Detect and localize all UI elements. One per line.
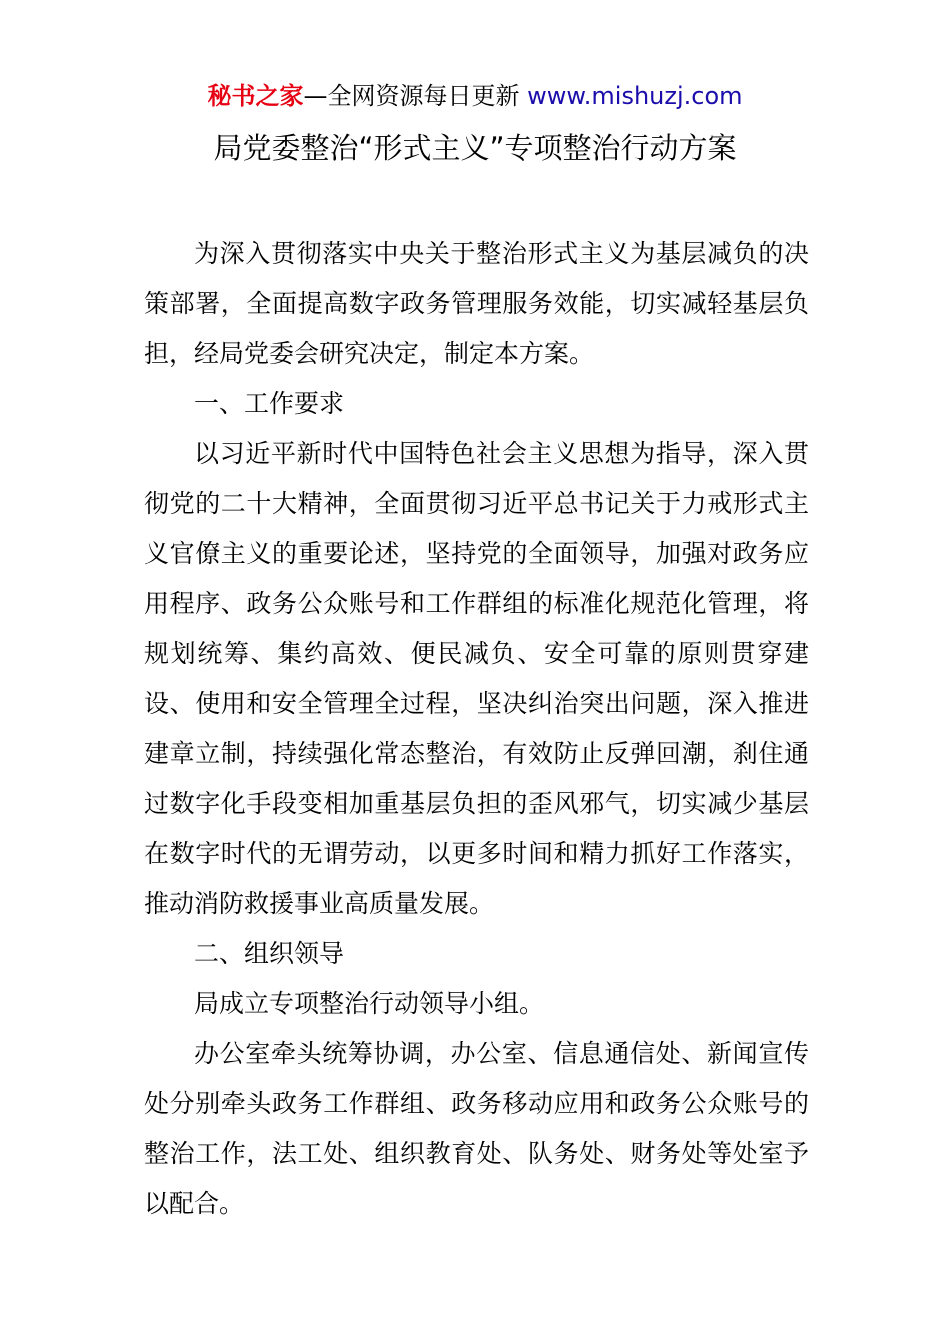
brand-name: 秘书之家 <box>207 82 304 110</box>
intro-paragraph: 为深入贯彻落实中央关于整治形式主义为基层减负的决策部署，全面提高数字政务管理服务效能，切实减轻基层负担，经局党委会研究决定，制定本方案。 <box>144 239 809 368</box>
work-requirements-paragraph: 以习近平新时代中国特色社会主义思想为指导，深入贯彻党的二十大精神，全面贯彻习近平总书记关于力戒形式主义官僚主义的重要论述，坚持党的全面领导，加强对政务应用程序、政务公众账号和工作群组的标准化规范化管理，将规划统筹、集约高效、便民减负、安全可靠的原则贯穿建设、使用和安全管理全过程，坚决纠治突出问题，深入推进建章立制，持续强化常态整治，有效防止反弹回潮，刹住通过数字化手段变相加重基层负担的歪风邪气，切实减少基层在数字时代的无谓劳动，以更多时间和精力抓好工作落实，推动消防救援事业高质量发展。 <box>144 439 809 918</box>
coordination-paragraph: 办公室牵头统筹协调，办公室、信息通信处、新闻宣传处分别牵头政务工作群组、政务移动应用和政务公众账号的整治工作，法工处、组织教育处、队务处、财务处等处室予以配合。 <box>144 1039 809 1218</box>
site-url-link[interactable]: www.mishuzj.com <box>527 82 743 110</box>
document-title: 局党委整治“形式主义”专项整治行动方案 <box>213 131 737 165</box>
section-heading-organization: 二、组织领导 <box>194 939 345 968</box>
banner-tagline: —全网资源每日更新 <box>303 82 528 110</box>
document-body <box>144 229 809 1229</box>
section-heading-work-requirements: 一、工作要求 <box>194 389 345 418</box>
leadership-group-paragraph: 局成立专项整治行动领导小组。 <box>194 989 545 1018</box>
site-banner <box>0 80 950 112</box>
